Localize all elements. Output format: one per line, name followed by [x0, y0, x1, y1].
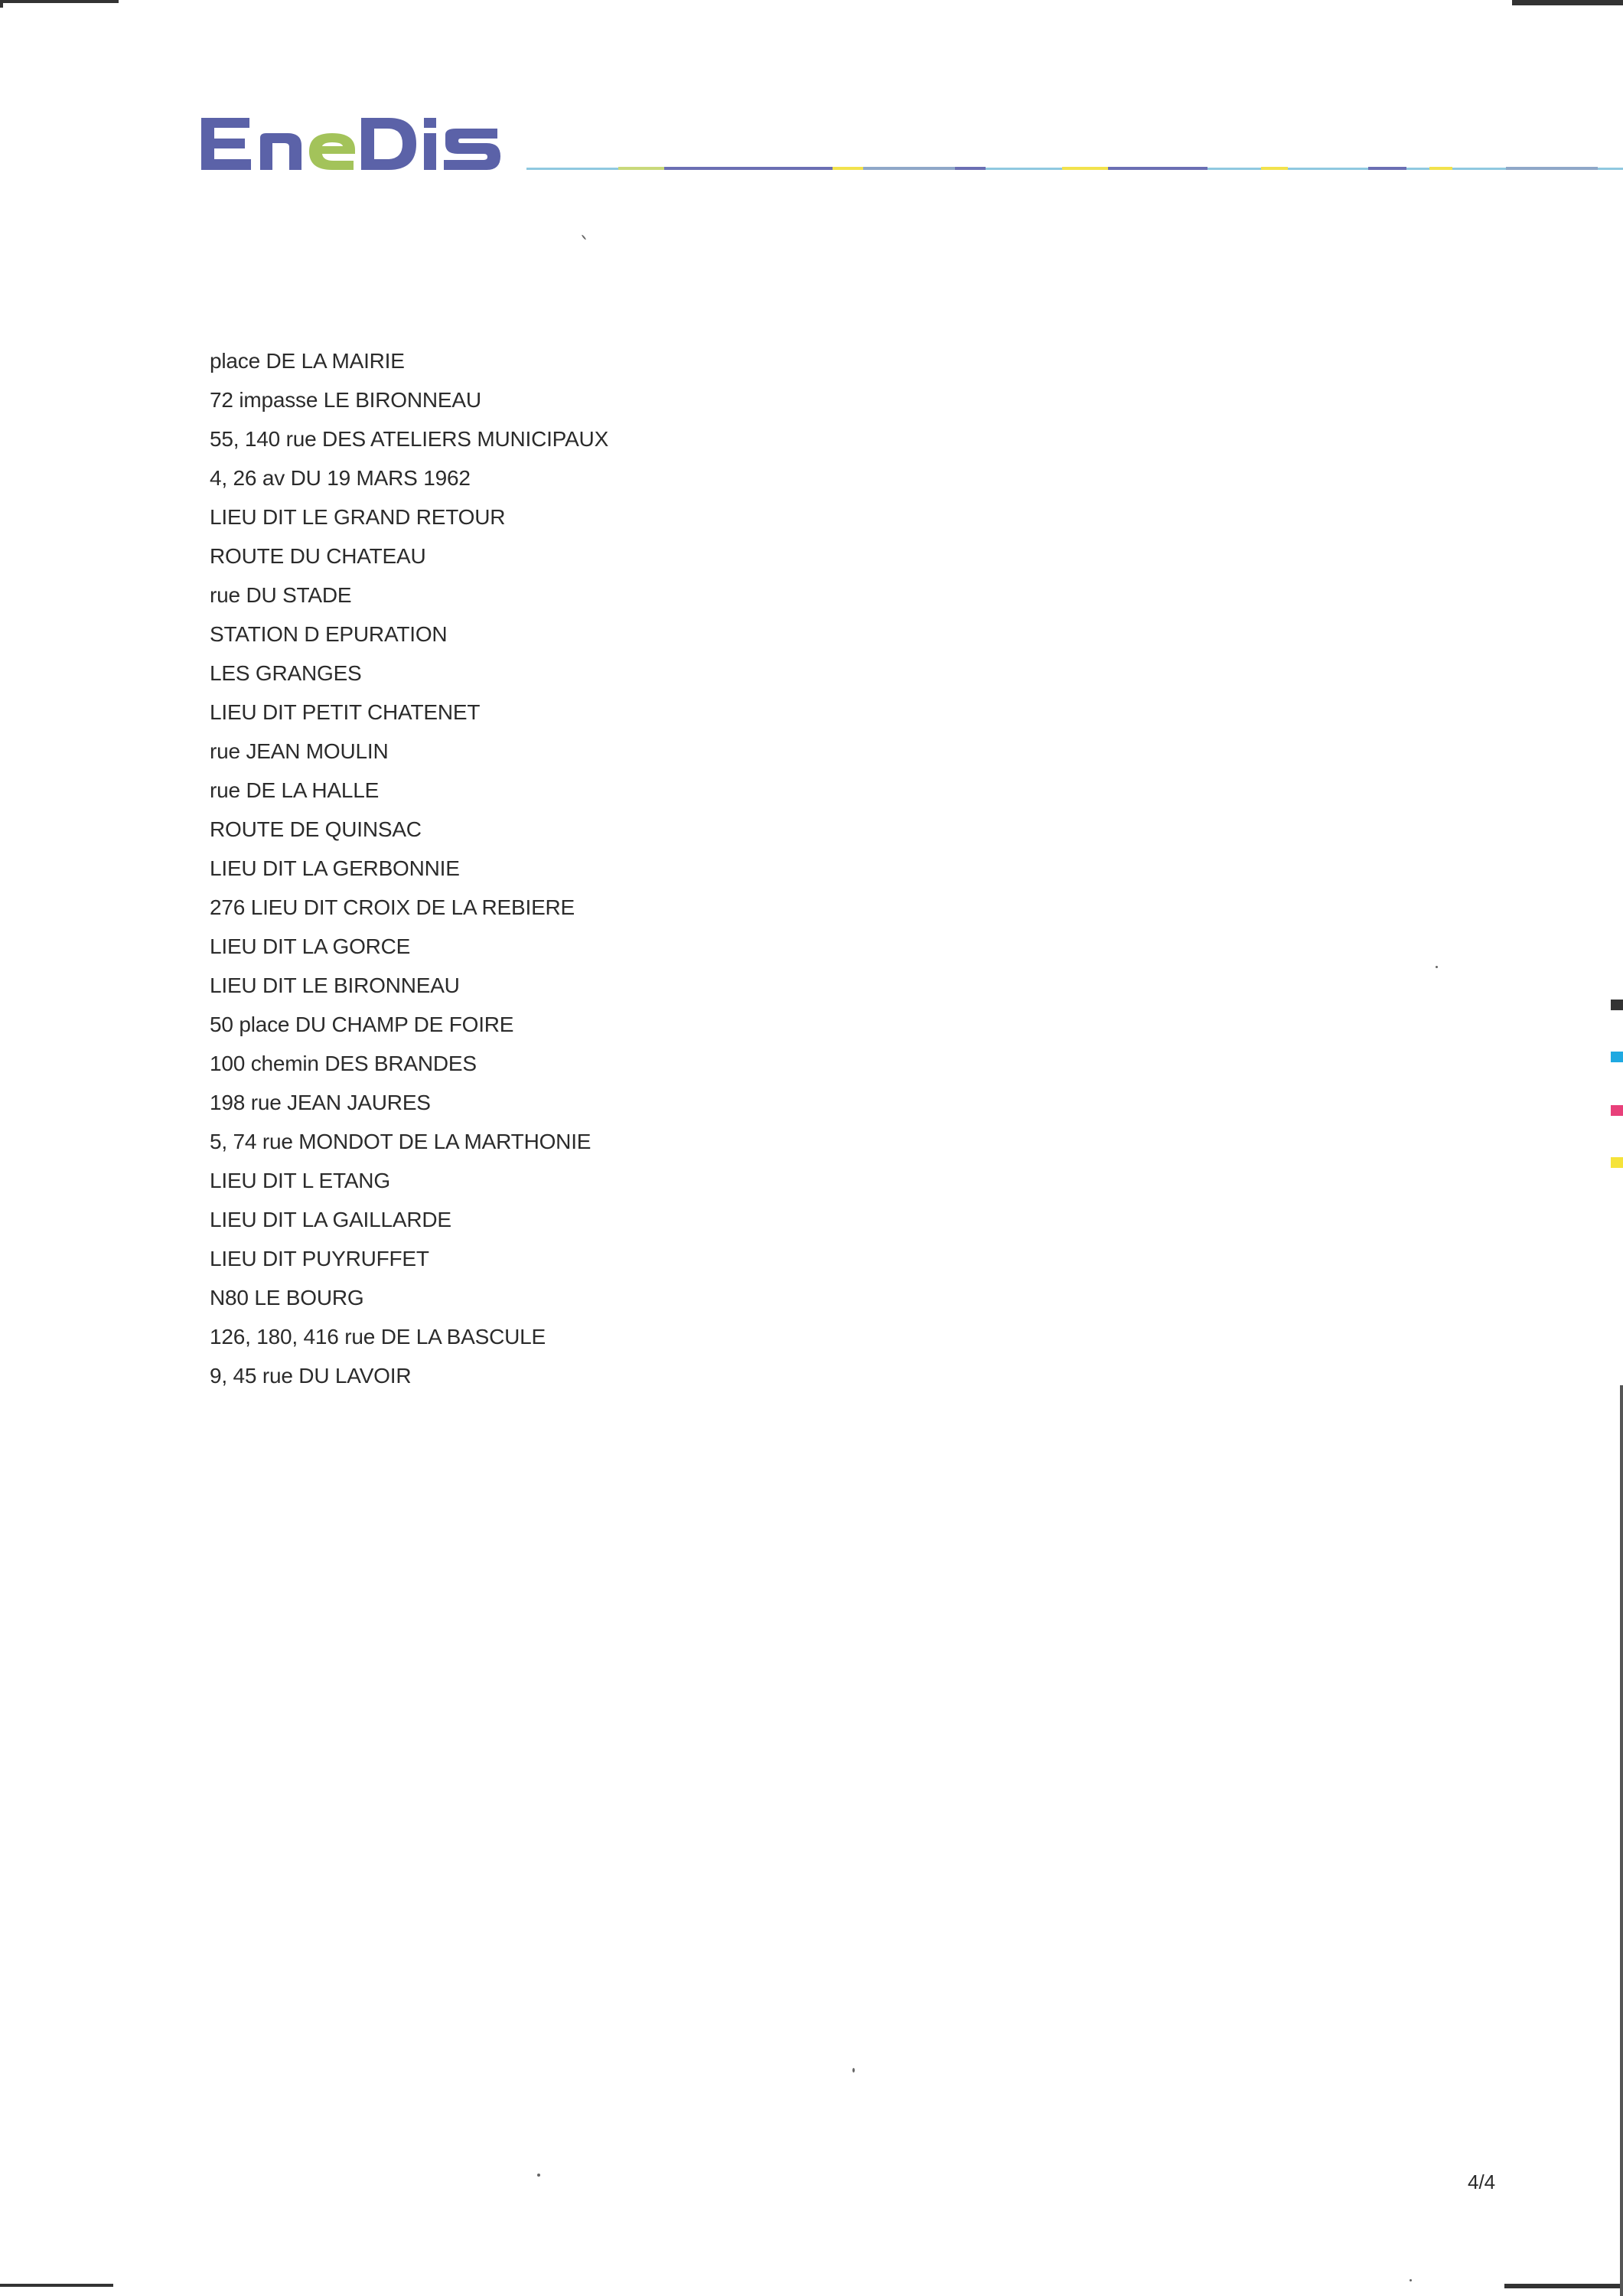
- address-line: LIEU DIT LA GORCE: [210, 934, 411, 958]
- address-line: 9, 45 rue DU LAVOIR: [210, 1364, 412, 1388]
- address-line: 100 chemin DES BRANDES: [210, 1052, 477, 1075]
- address-line: 72 impasse LE BIRONNEAU: [210, 388, 481, 412]
- address-line: 55, 140 rue DES ATELIERS MUNICIPAUX: [210, 427, 609, 451]
- address-list: [210, 341, 608, 1395]
- scan-speck: [1436, 966, 1438, 968]
- address-line: LIEU DIT LA GAILLARDE: [210, 1208, 451, 1231]
- scan-corner-mark: [0, 0, 119, 3]
- address-line: LIEU DIT LE BIRONNEAU: [210, 974, 460, 997]
- calibration-swatch-black: [1611, 1000, 1623, 1010]
- address-line: rue DE LA HALLE: [210, 778, 380, 802]
- scan-corner-mark: [0, 0, 3, 8]
- scan-speck: [537, 2174, 540, 2177]
- address-line: LIEU DIT PUYRUFFET: [210, 1247, 429, 1270]
- address-line: 198 rue JEAN JAURES: [210, 1091, 431, 1114]
- address-line: rue JEAN MOULIN: [210, 739, 389, 763]
- address-line: place DE LA MAIRIE: [210, 349, 405, 373]
- address-line: ROUTE DE QUINSAC: [210, 817, 422, 841]
- enedis-logo: [197, 107, 504, 180]
- address-line: 4, 26 av DU 19 MARS 1962: [210, 466, 471, 490]
- address-line: 126, 180, 416 rue DE LA BASCULE: [210, 1325, 546, 1349]
- address-line: LIEU DIT LA GERBONNIE: [210, 856, 460, 880]
- address-line: STATION D EPURATION: [210, 622, 448, 646]
- address-line: LES GRANGES: [210, 661, 362, 685]
- scan-speck: [852, 2068, 855, 2073]
- page-number: 4/4: [1468, 2170, 1496, 2193]
- address-line: LIEU DIT PETIT CHATENET: [210, 700, 481, 724]
- address-line: LIEU DIT LE GRAND RETOUR: [210, 505, 506, 529]
- scan-speck: [582, 234, 587, 240]
- address-line: LIEU DIT L ETANG: [210, 1169, 390, 1192]
- scan-corner-mark: [1504, 2284, 1623, 2288]
- address-line: ROUTE DU CHATEAU: [210, 544, 426, 568]
- address-line: N80 LE BOURG: [210, 1286, 364, 1309]
- address-line: 276 LIEU DIT CROIX DE LA REBIERE: [210, 895, 575, 919]
- header-decorative-line: [526, 165, 1623, 171]
- address-line: rue DU STADE: [210, 583, 352, 607]
- address-line: 5, 74 rue MONDOT DE LA MARTHONIE: [210, 1130, 592, 1153]
- scan-corner-mark: [1512, 0, 1623, 5]
- address-line: 50 place DU CHAMP DE FOIRE: [210, 1013, 514, 1036]
- calibration-swatch-cyan: [1611, 1052, 1623, 1062]
- scan-edge-line: [1620, 1385, 1623, 2296]
- calibration-swatch-magenta: [1611, 1105, 1623, 1116]
- scan-corner-mark: [0, 2284, 113, 2287]
- calibration-swatch-yellow: [1611, 1157, 1623, 1168]
- scan-speck: [1410, 2279, 1412, 2281]
